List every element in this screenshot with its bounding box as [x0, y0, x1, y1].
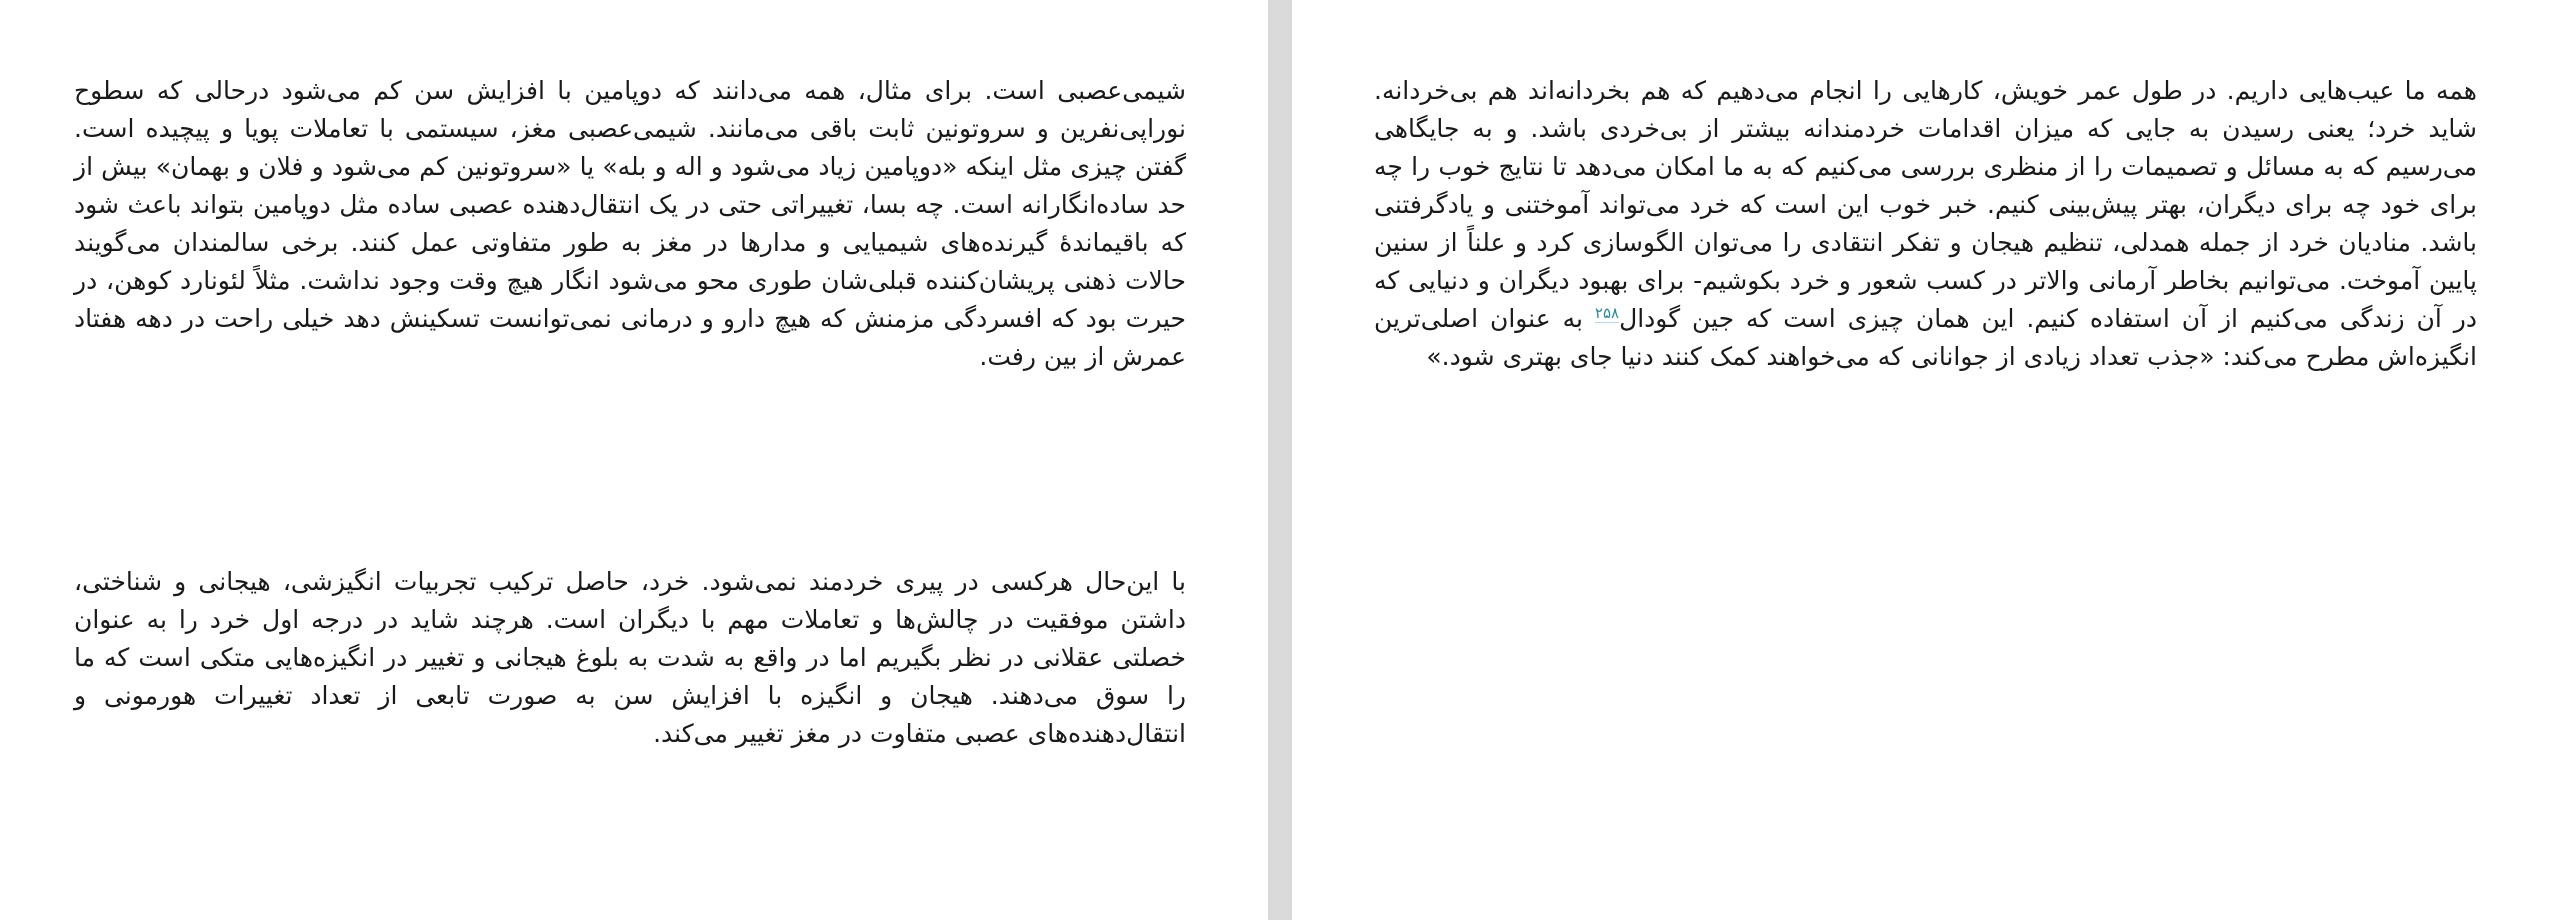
- paragraph-text-after-footnote: به عنوان اصلی‌ترین انگیزه‌اش مطرح می‌کند: «جذب تعداد زیادی از جوانانی که می‌خواهند کمک کنند دنیا جای بهتری شود.»: [1374, 304, 2477, 371]
- footnote-link[interactable]: ۲۵۸: [1594, 303, 1620, 322]
- paragraph-text-before-footnote: همه ما عیب‌هایی داریم. در طول عمر خویش، کارهایی را انجام می‌دهیم که هم بخردانه‌اند هم بی‌خردانه. شاید خرد؛ یعنی رسیدن به جایی که میزان اقدامات خردمندانه بیشتر از بی‌خردی باشد. و به جایگاهی می‌رسیم که به مسائل و تصمیمات را از منظری بررسی می‌کنیم که به ما امکان می‌دهد تا نتایج خوب را چه برای خود چه برای دیگران، بهتر پیش‌بینی کنیم. خبر خوب این است که خرد می‌تواند آموختنی و یادگرفتنی باشد. منادیان خرد از جمله همدلی، تنظیم هیجان و تفکر انتقادی را می‌توان الگوسازی کرد و علناً از سنین پایین آموخت. می‌توانیم بخاطر آرمانی والاتر در کسب شعور و خرد بکوشیم- برای بهبود دیگران و دنیایی که در آن زندگی می‌کنیم از آن استفاده کنیم. این همان چیزی است که جین گودال: [1374, 76, 2477, 333]
- right-page-paragraph-1: [1374, 72, 2477, 376]
- right-page: [1292, 0, 2560, 920]
- left-page-paragraph-2: با این‌حال هرکسی در پیری خردمند نمی‌شود. خرد، حاصل ترکیب تجربیات انگیزشی، هیجانی و شناختی، داشتن موفقیت در چالش‌ها و تعاملات مهم با دیگران است. هرچند شاید در درجه اول خرد را به عنوان خصلتی عقلانی در نظر بگیریم اما در واقع به شدت به بلوغ هیجانی و تغییر در انگیزه‌هایی متکی است که ما را سوق می‌دهند. هیجان و انگیزه با افزایش سن به صورت تابعی از تعداد تغییرات هورمونی و انتقال‌دهنده‌های عصبی متفاوت در مغز تغییر می‌کند.: [74, 567, 1186, 748]
- left-page-paragraph-1: شیمی‌عصبی است. برای مثال، همه می‌دانند که دوپامین با افزایش سن کم می‌شود درحالی که سطوح نوراپی‌نفرین و سروتونین ثابت باقی می‌مانند. شیمی‌عصبی مغز، سیستمی با تعاملات پویا و پیچیده است. گفتن چیزی مثل اینکه «دوپامین زیاد می‌شود و اله و بله» یا «سروتونین کم می‌شود و فلان و بهمان» بیش از حد ساده‌انگارانه است. چه بسا، تغییراتی حتی در یک انتقال‌دهنده عصبی ساده مثل دوپامین بتواند باعث شود که باقیماندهٔ گیرنده‌های شیمیایی و مدارها در مغز به طور متفاوتی عمل کنند. برخی سالمندان می‌گویند حالات ذهنی پریشان‌کننده قبلی‌شان طوری محو می‌شود انگار هیچ وقت وجود نداشت. مثلاً لئونارد کوهن، در حیرت بود که افسردگی مزمنش که هیچ دارو و درمانی نمی‌توانست تسکینش دهد خیلی راحت در دهه هفتاد عمرش از بین رفت.: [74, 76, 1186, 371]
- page-gutter: [1268, 0, 1292, 920]
- left-page: [0, 0, 1268, 920]
